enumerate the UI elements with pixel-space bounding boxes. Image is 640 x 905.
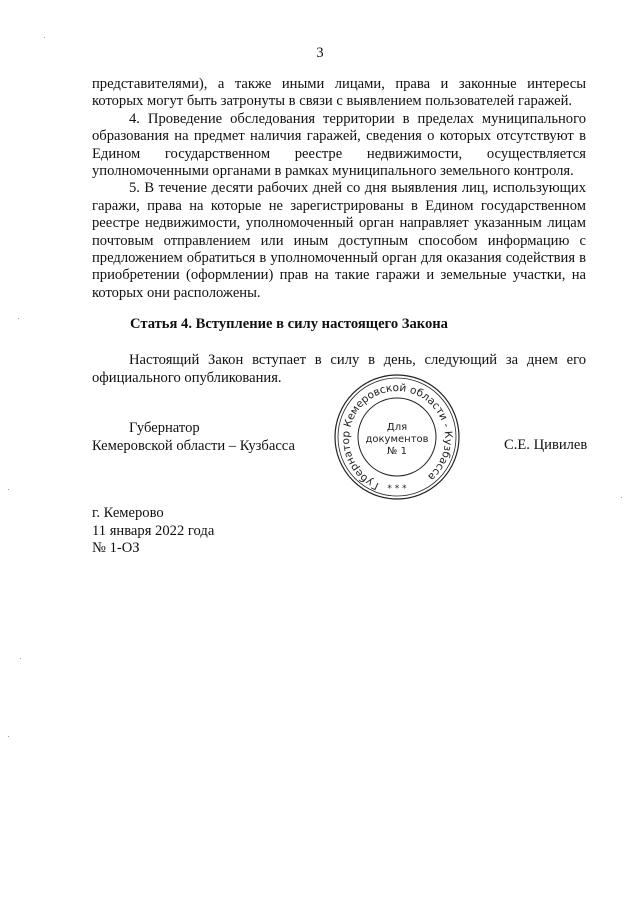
footer-city: г. Кемерово bbox=[92, 505, 164, 521]
stamp-center-line1: Для bbox=[386, 422, 408, 433]
scan-speck bbox=[18, 318, 19, 319]
paragraph-item-5: 5. В течение десяти рабочих дней со дня выявления лиц, использующих гаражи, права на которые не зарегистрированы в Едином государственном реестре недвижимости, уполномоченный орган направляет указанным лицам почтовым отправлением или иным доступным способом информацию с предложением обратиться в уполномоченный орган для оказания содействия в приобретении (оформлении) прав на такие гаражи и земельные участки, на которых они расположены. bbox=[92, 180, 586, 301]
article-heading: Статья 4. Вступление в силу настоящего Закона bbox=[130, 316, 448, 332]
footer-number: № 1-ОЗ bbox=[92, 540, 140, 556]
paragraph-item-4: 4. Проведение обследования территории в пределах муниципального образования на предмет наличия гаражей, сведения о которых отсутствуют в Едином государственном реестре недвижимости, осуществляется уполномоченными органами в рамках муниципального земельного контроля. bbox=[92, 110, 586, 180]
scan-speck bbox=[8, 489, 9, 490]
scan-speck bbox=[20, 658, 21, 659]
stamp-ring-text: Губернатор Кемеровской области - Кузбасса bbox=[339, 381, 455, 492]
article-4-text: Настоящий Закон вступает в силу в день, следующий за днем его официального опубликования. bbox=[92, 352, 586, 386]
scan-speck bbox=[621, 497, 622, 498]
signatory-title-line2: Кемеровской области – Кузбасса bbox=[92, 438, 295, 454]
signatory-title-line1: Губернатор bbox=[129, 420, 200, 436]
official-stamp bbox=[322, 372, 472, 502]
continued-paragraph-block bbox=[92, 76, 586, 302]
stamp-center-line3: № 1 bbox=[387, 446, 407, 457]
scan-speck bbox=[44, 37, 45, 38]
signatory-title bbox=[92, 419, 295, 455]
page-number: 3 bbox=[316, 45, 324, 61]
footer-date: 11 января 2022 года bbox=[92, 522, 215, 539]
stamp-stars: * * * bbox=[387, 484, 407, 494]
signatory-name: С.Е. Цивилев bbox=[504, 437, 588, 453]
document-footer bbox=[92, 505, 214, 558]
scan-speck bbox=[8, 736, 9, 737]
stamp-center-line2: документов bbox=[365, 434, 429, 445]
paragraph-continuation: представителями), а также иными лицами, права и законные интересы которых могут быть затронуты в связи с выявлением пользователей гаражей. bbox=[92, 76, 586, 110]
